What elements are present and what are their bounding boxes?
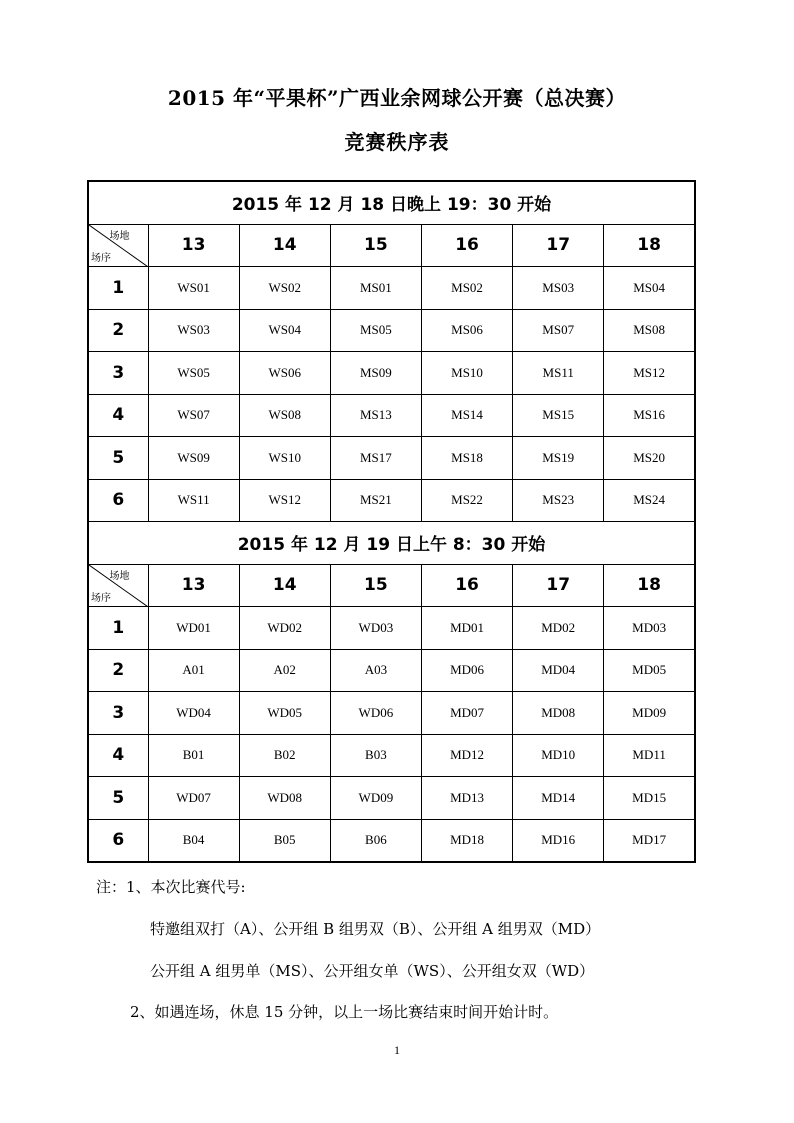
match-code: MS08 [604, 309, 695, 352]
court-number: 15 [330, 224, 421, 267]
table-row [88, 309, 695, 352]
match-code: WS09 [148, 437, 239, 480]
match-code: WD02 [239, 607, 330, 650]
match-code: MS16 [604, 394, 695, 437]
match-order: 3 [88, 352, 148, 395]
court-header-row [88, 564, 695, 607]
match-code: WD07 [148, 777, 239, 820]
match-code: WS05 [148, 352, 239, 395]
match-order: 5 [88, 437, 148, 480]
match-code: MS24 [604, 479, 695, 522]
note-line-2: 特邀组双打（A）、公开组 B 组男双（B）、公开组 A 组男双（MD） [150, 920, 601, 938]
match-code: MD06 [421, 649, 512, 692]
match-code: MS21 [330, 479, 421, 522]
session-heading-row [88, 181, 695, 224]
match-code: WS10 [239, 437, 330, 480]
court-label: 场地 [109, 570, 130, 582]
document-subtitle: 竞赛秩序表 [344, 130, 450, 154]
order-label: 场序 [91, 593, 111, 604]
schedule-table [87, 180, 696, 863]
match-code: MD05 [604, 649, 695, 692]
match-code: WD05 [239, 692, 330, 735]
match-code: WD09 [330, 777, 421, 820]
match-order: 1 [88, 607, 148, 650]
match-code: WD03 [330, 607, 421, 650]
match-order: 6 [88, 479, 148, 522]
match-code: MS13 [330, 394, 421, 437]
court-header-row [88, 224, 695, 267]
table-row [88, 394, 695, 437]
match-code: WS11 [148, 479, 239, 522]
note-line-1: 注：1、本次比赛代号: [96, 878, 246, 896]
order-label: 场序 [91, 253, 111, 264]
match-code: MS02 [421, 267, 512, 310]
match-code: MD10 [513, 734, 604, 777]
match-code: WS07 [148, 394, 239, 437]
match-code: MD04 [513, 649, 604, 692]
match-order: 3 [88, 692, 148, 735]
match-code: A02 [239, 649, 330, 692]
match-code: MS03 [513, 267, 604, 310]
match-order: 2 [88, 649, 148, 692]
match-code: B05 [239, 819, 330, 862]
match-code: MD13 [421, 777, 512, 820]
court-number: 13 [148, 224, 239, 267]
diagonal-header-cell [88, 224, 148, 267]
match-code: MS20 [604, 437, 695, 480]
match-code: MS01 [330, 267, 421, 310]
match-code: WD06 [330, 692, 421, 735]
court-number: 16 [421, 564, 512, 607]
match-code: MD02 [513, 607, 604, 650]
match-code: WS06 [239, 352, 330, 395]
match-code: MS06 [421, 309, 512, 352]
match-code: MD11 [604, 734, 695, 777]
match-code: MD08 [513, 692, 604, 735]
diagonal-header-cell [88, 564, 148, 607]
match-code: B01 [148, 734, 239, 777]
note-line-4: 2、如遇连场，休息 15 分钟，以上一场比赛结束时间开始计时。 [130, 1003, 559, 1021]
match-code: MS15 [513, 394, 604, 437]
court-number: 16 [421, 224, 512, 267]
table-row [88, 819, 695, 862]
court-number: 17 [513, 564, 604, 607]
match-code: B02 [239, 734, 330, 777]
match-code: WS04 [239, 309, 330, 352]
table-row [88, 777, 695, 820]
match-code: B04 [148, 819, 239, 862]
match-order: 5 [88, 777, 148, 820]
match-code: B03 [330, 734, 421, 777]
match-code: MS12 [604, 352, 695, 395]
match-code: MS23 [513, 479, 604, 522]
match-code: MS09 [330, 352, 421, 395]
table-row [88, 437, 695, 480]
match-code: A01 [148, 649, 239, 692]
court-number: 18 [604, 564, 695, 607]
court-number: 13 [148, 564, 239, 607]
match-code: MS11 [513, 352, 604, 395]
court-label: 场地 [109, 230, 130, 242]
match-code: MD18 [421, 819, 512, 862]
match-order: 6 [88, 819, 148, 862]
table-row [88, 352, 695, 395]
match-code: MD03 [604, 607, 695, 650]
match-code: WD08 [239, 777, 330, 820]
match-code: MS05 [330, 309, 421, 352]
table-row [88, 267, 695, 310]
match-code: MD16 [513, 819, 604, 862]
match-code: WS02 [239, 267, 330, 310]
match-code: WS08 [239, 394, 330, 437]
table-row [88, 607, 695, 650]
match-code: MS18 [421, 437, 512, 480]
note-line-3: 公开组 A 组男单（MS）、公开组女单（WS）、公开组女双（WD） [150, 962, 595, 980]
match-code: MD01 [421, 607, 512, 650]
court-number: 14 [239, 224, 330, 267]
match-code: WD01 [148, 607, 239, 650]
match-code: A03 [330, 649, 421, 692]
match-code: MS07 [513, 309, 604, 352]
court-number: 14 [239, 564, 330, 607]
match-code: MS04 [604, 267, 695, 310]
match-order: 1 [88, 267, 148, 310]
court-number: 18 [604, 224, 695, 267]
document-title: 2015 年“平果杯”广西业余网球公开赛（总决赛） [167, 86, 627, 110]
match-code: MS17 [330, 437, 421, 480]
match-code: B06 [330, 819, 421, 862]
match-code: WD04 [148, 692, 239, 735]
match-code: MD12 [421, 734, 512, 777]
match-code: MS10 [421, 352, 512, 395]
session-heading-row [88, 522, 695, 565]
match-order: 4 [88, 394, 148, 437]
match-code: MS19 [513, 437, 604, 480]
match-code: WS12 [239, 479, 330, 522]
match-code: WS01 [148, 267, 239, 310]
match-code: MD15 [604, 777, 695, 820]
match-code: MD09 [604, 692, 695, 735]
table-row [88, 734, 695, 777]
table-row [88, 479, 695, 522]
match-order: 4 [88, 734, 148, 777]
match-code: WS03 [148, 309, 239, 352]
page-number: 1 [394, 1043, 400, 1057]
court-number: 17 [513, 224, 604, 267]
match-code: MS14 [421, 394, 512, 437]
match-order: 2 [88, 309, 148, 352]
match-code: MS22 [421, 479, 512, 522]
table-row [88, 649, 695, 692]
table-row [88, 692, 695, 735]
match-code: MD14 [513, 777, 604, 820]
match-code: MD17 [604, 819, 695, 862]
match-code: MD07 [421, 692, 512, 735]
session-heading: 2015 年 12 月 19 日上午 8：30 开始 [88, 522, 695, 565]
session-heading: 2015 年 12 月 18 日晚上 19：30 开始 [88, 181, 695, 224]
court-number: 15 [330, 564, 421, 607]
